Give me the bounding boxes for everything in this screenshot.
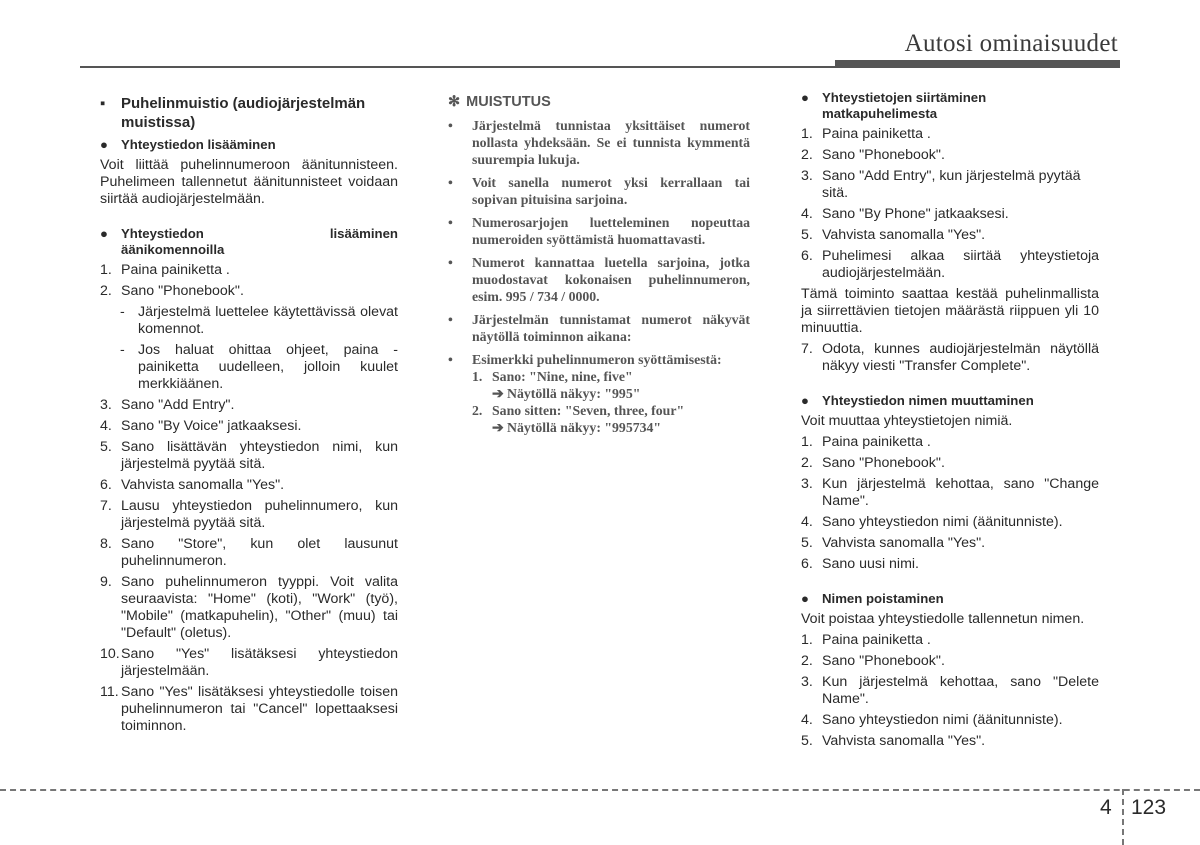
step-number: 4. — [801, 206, 813, 222]
step-text: Kun järjestelmä kehottaa, sano "Change Name". — [822, 476, 1099, 509]
footer-dashed-rule — [0, 789, 1200, 791]
list-item — [801, 168, 1099, 202]
section-heading — [100, 94, 398, 132]
subheading-title: Nimen poistaminen — [822, 591, 944, 606]
example-step — [472, 368, 750, 385]
note-text: Numerosarjojen luetteleminen nopeuttaa numeroiden syöttämistä huomattavasti. — [472, 215, 750, 247]
note-item-example — [448, 351, 750, 368]
asterisk-icon: ✻ — [448, 94, 461, 110]
step-text: Odota, kunnes audiojärjestelmän näytöllä näkyy viesti "Transfer Complete". — [822, 341, 1099, 374]
step-number: 1. — [801, 434, 813, 450]
note-title: MUISTUTUS — [466, 94, 551, 110]
round-bullet-icon: ● — [100, 137, 108, 152]
page-number-divider — [1122, 789, 1124, 845]
chapter-number: 4 — [1100, 796, 1112, 819]
dash-marker: - — [120, 342, 125, 358]
step-text: Sano "Store", kun olet lausunut puhelinnumeron. — [121, 536, 398, 569]
step-text: Sano lisättävän yhteystiedon nimi, kun järjestelmä pyytää sitä. — [121, 439, 398, 472]
column-left — [100, 90, 398, 739]
list-item — [801, 653, 1099, 670]
page-header-title: Autosi ominaisuudet — [904, 30, 1118, 57]
note-item — [448, 117, 750, 168]
bullet-icon: • — [448, 215, 453, 230]
bullet-icon: • — [448, 312, 453, 327]
list-item — [801, 147, 1099, 164]
list-item — [801, 227, 1099, 244]
step-text: Sano "Yes" lisätäksesi yhteystiedolle toisen puhelinnumeron tai "Cancel" lopettaaksesi toiminnon. — [121, 684, 398, 734]
step-number: 5. — [100, 439, 112, 455]
list-item — [100, 397, 398, 414]
list-item — [801, 535, 1099, 552]
step-text: Paina painiketta . — [822, 434, 931, 450]
step-number: 10. — [100, 646, 120, 662]
dash-marker: - — [120, 304, 125, 320]
step-text: Sano yhteystiedon nimi (äänitunniste). — [822, 514, 1063, 530]
paragraph: Voit liittää puhelinnumeroon äänitunnisteen. Puhelimeen tallennetut äänitunnisteet voidaan siirtää audiojärjestelmään. — [100, 157, 398, 207]
list-item — [801, 674, 1099, 708]
step-number: 8. — [100, 536, 112, 552]
page-number: 123 — [1131, 796, 1167, 819]
step-number: 4. — [100, 418, 112, 434]
subheading-title: Yhteystiedon nimen muuttaminen — [822, 393, 1034, 408]
bullet-icon: • — [448, 352, 453, 367]
dash-text: Jos haluat ohittaa ohjeet, paina - painiketta uudelleen, jolloin kuulet merkkiäänen. — [138, 342, 398, 392]
note-item — [448, 311, 750, 345]
note-text: Numerot kannattaa luetella sarjoina, jotka muodostavat kokonaisen puhelinnumeron, esim. 995 / 734 / 0000. — [472, 255, 750, 304]
step-number: 2. — [801, 653, 813, 669]
bullet-icon: • — [448, 175, 453, 190]
step-number: 3. — [801, 168, 813, 184]
column-right — [801, 90, 1099, 754]
note-item — [448, 214, 750, 248]
example-step — [472, 402, 750, 419]
column-middle — [448, 90, 750, 436]
step-number: 2. — [801, 147, 813, 163]
subheading-voice-add — [100, 226, 398, 258]
step-number: 7. — [801, 341, 813, 357]
example-steps — [472, 368, 750, 436]
step-number: 1. — [801, 632, 813, 648]
list-item — [801, 455, 1099, 472]
subheading-transfer — [801, 90, 1099, 122]
example-result: ➔ Näytöllä näkyy: "995" — [492, 386, 641, 401]
dash-text: Järjestelmä luettelee käytettävissä olevat komennot. — [138, 304, 398, 337]
list-item — [801, 712, 1099, 729]
step-text: Sano yhteystiedon nimi (äänitunniste). — [822, 712, 1063, 728]
subheading-rename — [801, 393, 1099, 409]
list-item — [801, 632, 1099, 649]
list-item — [801, 206, 1099, 223]
note-item — [448, 254, 750, 305]
list-item — [801, 341, 1099, 375]
step-number: 7. — [100, 498, 112, 514]
step-text: Vahvista sanomalla "Yes". — [822, 227, 986, 243]
step-text: Sano sitten: "Seven, three, four" — [492, 403, 685, 418]
step-number: 2. — [801, 455, 813, 471]
step-number: 11. — [100, 684, 119, 700]
step-text: Sano: "Nine, nine, five" — [492, 369, 633, 384]
list-item — [801, 514, 1099, 531]
subheading-title: Yhteystietojen siirtäminen matkapuhelimesta — [822, 90, 987, 121]
step-text: Paina painiketta . — [822, 632, 931, 648]
list-item — [801, 476, 1099, 510]
header-rule-thick — [835, 60, 1120, 67]
step-number: 9. — [100, 574, 112, 590]
step-text: Sano "Phonebook". — [822, 653, 945, 669]
step-number: 6. — [801, 248, 813, 264]
step-number: 3. — [801, 476, 813, 492]
list-item — [100, 498, 398, 532]
step-text: Sano uusi nimi. — [822, 556, 919, 572]
list-item — [801, 733, 1099, 750]
round-bullet-icon: ● — [801, 90, 809, 105]
note-text: Järjestelmän tunnistamat numerot näkyvät näytöllä toiminnon aikana: — [472, 312, 750, 344]
step-number: 3. — [801, 674, 813, 690]
step-number: 1. — [100, 262, 112, 278]
subheading-title-line1: Yhteystiedon lisääminen — [121, 226, 398, 241]
step-number: 6. — [100, 477, 112, 493]
step-number: 5. — [801, 227, 813, 243]
square-bullet-icon: ▪ — [100, 95, 106, 112]
step-number: 1. — [801, 126, 813, 142]
bullet-icon: • — [448, 118, 453, 133]
list-item — [100, 439, 398, 473]
list-item — [100, 418, 398, 435]
paragraph: Voit muuttaa yhteystietojen nimiä. — [801, 413, 1013, 429]
list-item — [801, 248, 1099, 282]
list-item — [100, 477, 398, 494]
example-result: ➔ Näytöllä näkyy: "995734" — [492, 420, 662, 435]
step-text: Sano "Phonebook". — [822, 147, 945, 163]
step-text: Paina painiketta . — [822, 126, 931, 142]
step-text: Vahvista sanomalla "Yes". — [121, 477, 285, 493]
list-item — [100, 646, 398, 680]
list-item — [100, 283, 398, 300]
note-heading — [448, 94, 750, 111]
list-item — [801, 126, 1099, 143]
paragraph: Tämä toiminto saattaa kestää puhelinmallista ja siirrettävien tietojen määrästä riippuen yli 10 minuuttia. — [801, 286, 1099, 336]
section-title: Puhelinmuistio (audiojärjestelmän muistissa) — [121, 95, 366, 131]
step-text: Vahvista sanomalla "Yes". — [822, 535, 986, 551]
subheading-title: Yhteystiedon lisääminen — [121, 137, 276, 152]
step-text: Sano "Add Entry", kun järjestelmä pyytää sitä. — [822, 168, 1081, 201]
step-number: 5. — [801, 733, 813, 749]
subheading-add-contact — [100, 137, 398, 153]
paragraph: Voit poistaa yhteystiedolle tallennetun nimen. — [801, 611, 1085, 627]
round-bullet-icon: ● — [801, 393, 809, 408]
round-bullet-icon: ● — [801, 591, 809, 606]
step-text: Vahvista sanomalla "Yes". — [822, 733, 986, 749]
step-text: Sano "By Voice" jatkaaksesi. — [121, 418, 302, 434]
step-number: 4. — [801, 514, 813, 530]
note-text: Voit sanella numerot yksi kerrallaan tai sopivan pituisina sarjoina. — [472, 175, 750, 207]
list-item — [100, 684, 398, 735]
bullet-icon: • — [448, 255, 453, 270]
subheading-delete-name — [801, 591, 1099, 607]
step-number: 2. — [472, 403, 483, 418]
step-text: Sano puhelinnumeron tyyppi. Voit valita seuraavista: "Home" (koti), "Work" (työ), "Mobile" (matkapuhelin), "Other" (muu) tai "Default" (oletus). — [121, 574, 398, 641]
list-item — [801, 434, 1099, 451]
dash-item — [120, 342, 398, 393]
round-bullet-icon: ● — [100, 226, 108, 241]
dash-item — [120, 304, 398, 338]
subheading-title-line2: äänikomennoilla — [121, 242, 225, 257]
list-item — [100, 536, 398, 570]
step-number: 6. — [801, 556, 813, 572]
step-number: 2. — [100, 283, 112, 299]
step-number: 5. — [801, 535, 813, 551]
note-text: Järjestelmä tunnistaa yksittäiset numerot nollasta yhdeksään. Se ei tunnista kymmentä suurempia lukuja. — [472, 118, 750, 167]
step-text: Puhelimesi alkaa siirtää yhteystietoja audiojärjestelmään. — [822, 248, 1099, 281]
step-text: Lausu yhteystiedon puhelinnumero, kun järjestelmä pyytää sitä. — [121, 498, 398, 531]
list-item — [100, 262, 398, 279]
step-number: 3. — [100, 397, 112, 413]
step-text: Sano "By Phone" jatkaaksesi. — [822, 206, 1009, 222]
list-item — [801, 556, 1099, 573]
step-text: Kun järjestelmä kehottaa, sano "Delete Name". — [822, 674, 1099, 707]
step-number: 1. — [472, 369, 483, 384]
step-text: Sano "Add Entry". — [121, 397, 235, 413]
step-text: Sano "Phonebook". — [121, 283, 244, 299]
note-item — [448, 174, 750, 208]
step-text: Paina painiketta . — [121, 262, 230, 278]
note-text: Esimerkki puhelinnumeron syöttämisestä: — [472, 352, 722, 367]
step-text: Sano "Phonebook". — [822, 455, 945, 471]
step-number: 4. — [801, 712, 813, 728]
step-text: Sano "Yes" lisätäksesi yhteystiedon järjestelmään. — [121, 646, 398, 679]
list-item — [100, 574, 398, 642]
